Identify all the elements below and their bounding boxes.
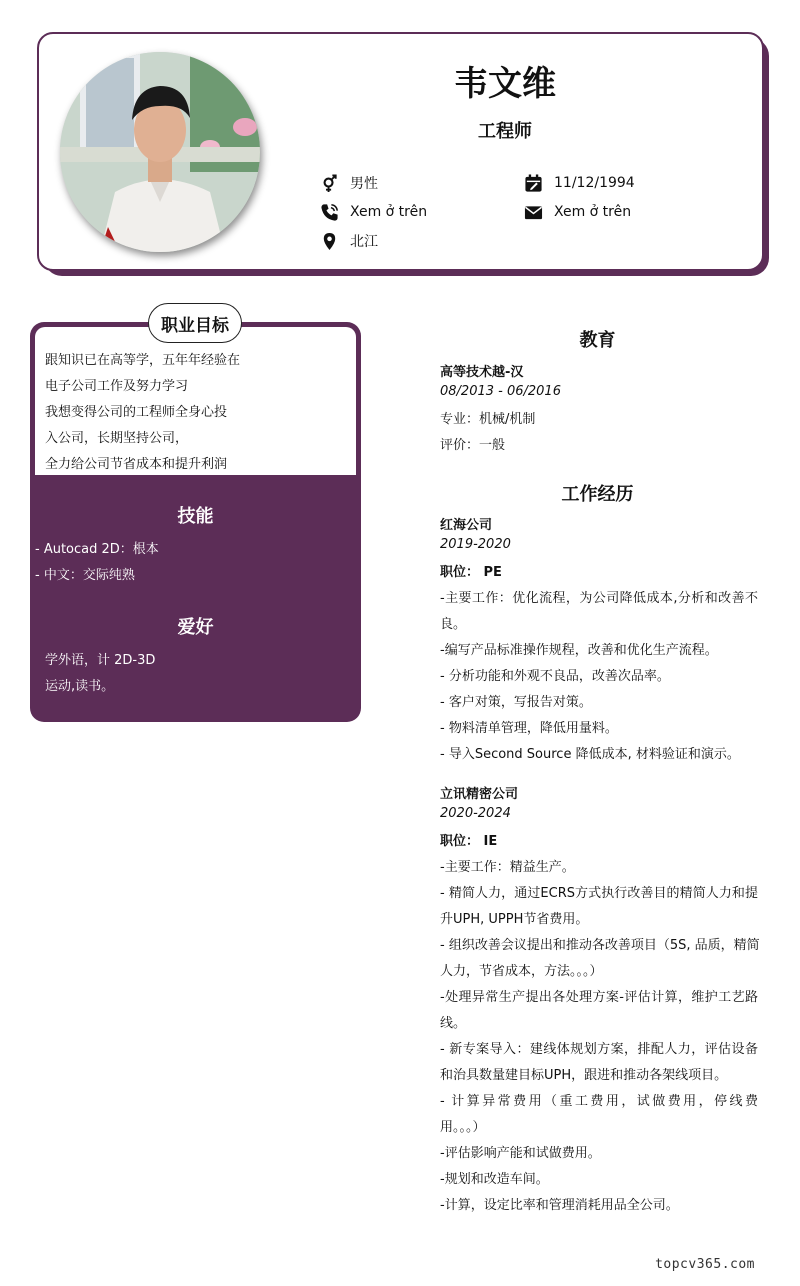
gender-icon <box>318 173 340 193</box>
job-duty-line: - 物料清单管理，降低用量料。 <box>440 721 618 736</box>
company-name: 立讯精密公司 <box>440 787 519 802</box>
gender-value: 男性 <box>350 176 378 192</box>
candidate-name: 韦文维 <box>454 64 556 104</box>
education-period: 08/2013 - 06/2016 <box>440 384 561 399</box>
job-duty-line: 升UPH, UPPH节省费用。 <box>440 912 589 927</box>
mail-icon <box>522 202 544 222</box>
job-duty-line: - 计算异常费用（重工费用，试做费用，停线费 <box>440 1094 758 1109</box>
objective-line: 我想变得公司的工程师全身心投 <box>45 405 228 420</box>
job-duty-line: 人力，节省成本，方法。。。） <box>440 964 603 979</box>
objective-line: 全力给公司节省成本和提升利润 <box>45 457 228 472</box>
email-value: Xem ở trên <box>554 204 632 220</box>
job-period: 2020-2024 <box>440 806 511 821</box>
objective-line: 电子公司工作及努力学习 <box>45 379 189 394</box>
job-duty-line: 线。 <box>440 1016 467 1031</box>
profile-photo-image <box>60 52 260 252</box>
phone-row <box>318 202 427 222</box>
job-duty-line: - 新专案导入：建线体规划方案，排配人力，评估设备 <box>440 1042 758 1057</box>
birthday-row <box>522 173 635 193</box>
birthday-value: 11/12/1994 <box>554 175 635 191</box>
gender-row <box>318 173 378 193</box>
job-duty-line: - 精简人力，通过ECRS方式执行改善目的精简人力和提 <box>440 886 758 901</box>
location-pin-icon <box>318 231 340 251</box>
experience-heading: 工作经历 <box>561 484 634 505</box>
education-major: 专业：机械/机制 <box>440 412 536 427</box>
hobbies-heading: 爱好 <box>177 617 214 638</box>
job-duty-line: -主要工作：精益生产。 <box>440 860 575 875</box>
location-value: 北江 <box>350 234 378 250</box>
job-duty-line: - 分析功能和外观不良品，改善次品率。 <box>440 669 670 684</box>
job-duty-line: -编写产品标准操作规程，改善和优化生产流程。 <box>440 643 718 658</box>
job-position: 职位： PE <box>440 565 502 580</box>
skills-heading: 技能 <box>177 506 214 527</box>
company-name: 红海公司 <box>440 518 493 533</box>
profile-photo <box>60 52 260 252</box>
job-duty-line: - 客户对策，写报告对策。 <box>440 695 592 710</box>
job-position: 职位： IE <box>440 834 498 849</box>
job-duty-line: - 导入Second Source 降低成本, 材料验证和演示。 <box>440 747 740 762</box>
education-heading: 教育 <box>579 330 616 351</box>
job-period: 2019-2020 <box>440 537 511 552</box>
job-duty-line: -处理异常生产提出各处理方案-评估计算，维护工艺路 <box>440 990 758 1005</box>
hobby-item: 运动,读书。 <box>45 679 115 694</box>
skill-item: - 中文：交际纯熟 <box>35 568 135 583</box>
phone-icon <box>318 202 340 222</box>
objective-line: 跟知识已在高等学，五年年经验在 <box>45 353 241 368</box>
job-title: 工程师 <box>478 121 532 142</box>
education-grade: 评价：一般 <box>440 438 506 453</box>
job-duty-line: -计算，设定比率和管理消耗用品全公司。 <box>440 1198 679 1213</box>
location-row <box>318 231 378 251</box>
footer-site-name: topcv365.com <box>655 1257 755 1272</box>
phone-value: Xem ở trên <box>350 204 428 220</box>
email-row <box>522 202 631 222</box>
job-duty-line: 良。 <box>440 617 467 632</box>
hobby-item: 学外语，计 2D-3D <box>45 653 156 668</box>
job-duty-line: 和治具数量建目标UPH，跟进和推动各架线项目。 <box>440 1068 728 1083</box>
skill-item: - Autocad 2D：根本 <box>35 542 159 557</box>
school-name: 高等技术越-汉 <box>440 365 524 380</box>
job-duty-line: -评估影响产能和试做费用。 <box>440 1146 601 1161</box>
job-duty-line: - 组织改善会议提出和推动各改善项目（5S, 品质，精简 <box>440 938 760 953</box>
objective-heading: 职业目标 <box>148 303 242 343</box>
job-duty-line: 用。。。） <box>440 1120 486 1135</box>
job-duty-line: -规划和改造车间。 <box>440 1172 549 1187</box>
objective-line: 入公司，长期坚持公司， <box>45 431 189 446</box>
job-duty-line: -主要工作：优化流程，为公司降低成本,分析和改善不 <box>440 591 758 606</box>
calendar-icon <box>522 173 544 193</box>
